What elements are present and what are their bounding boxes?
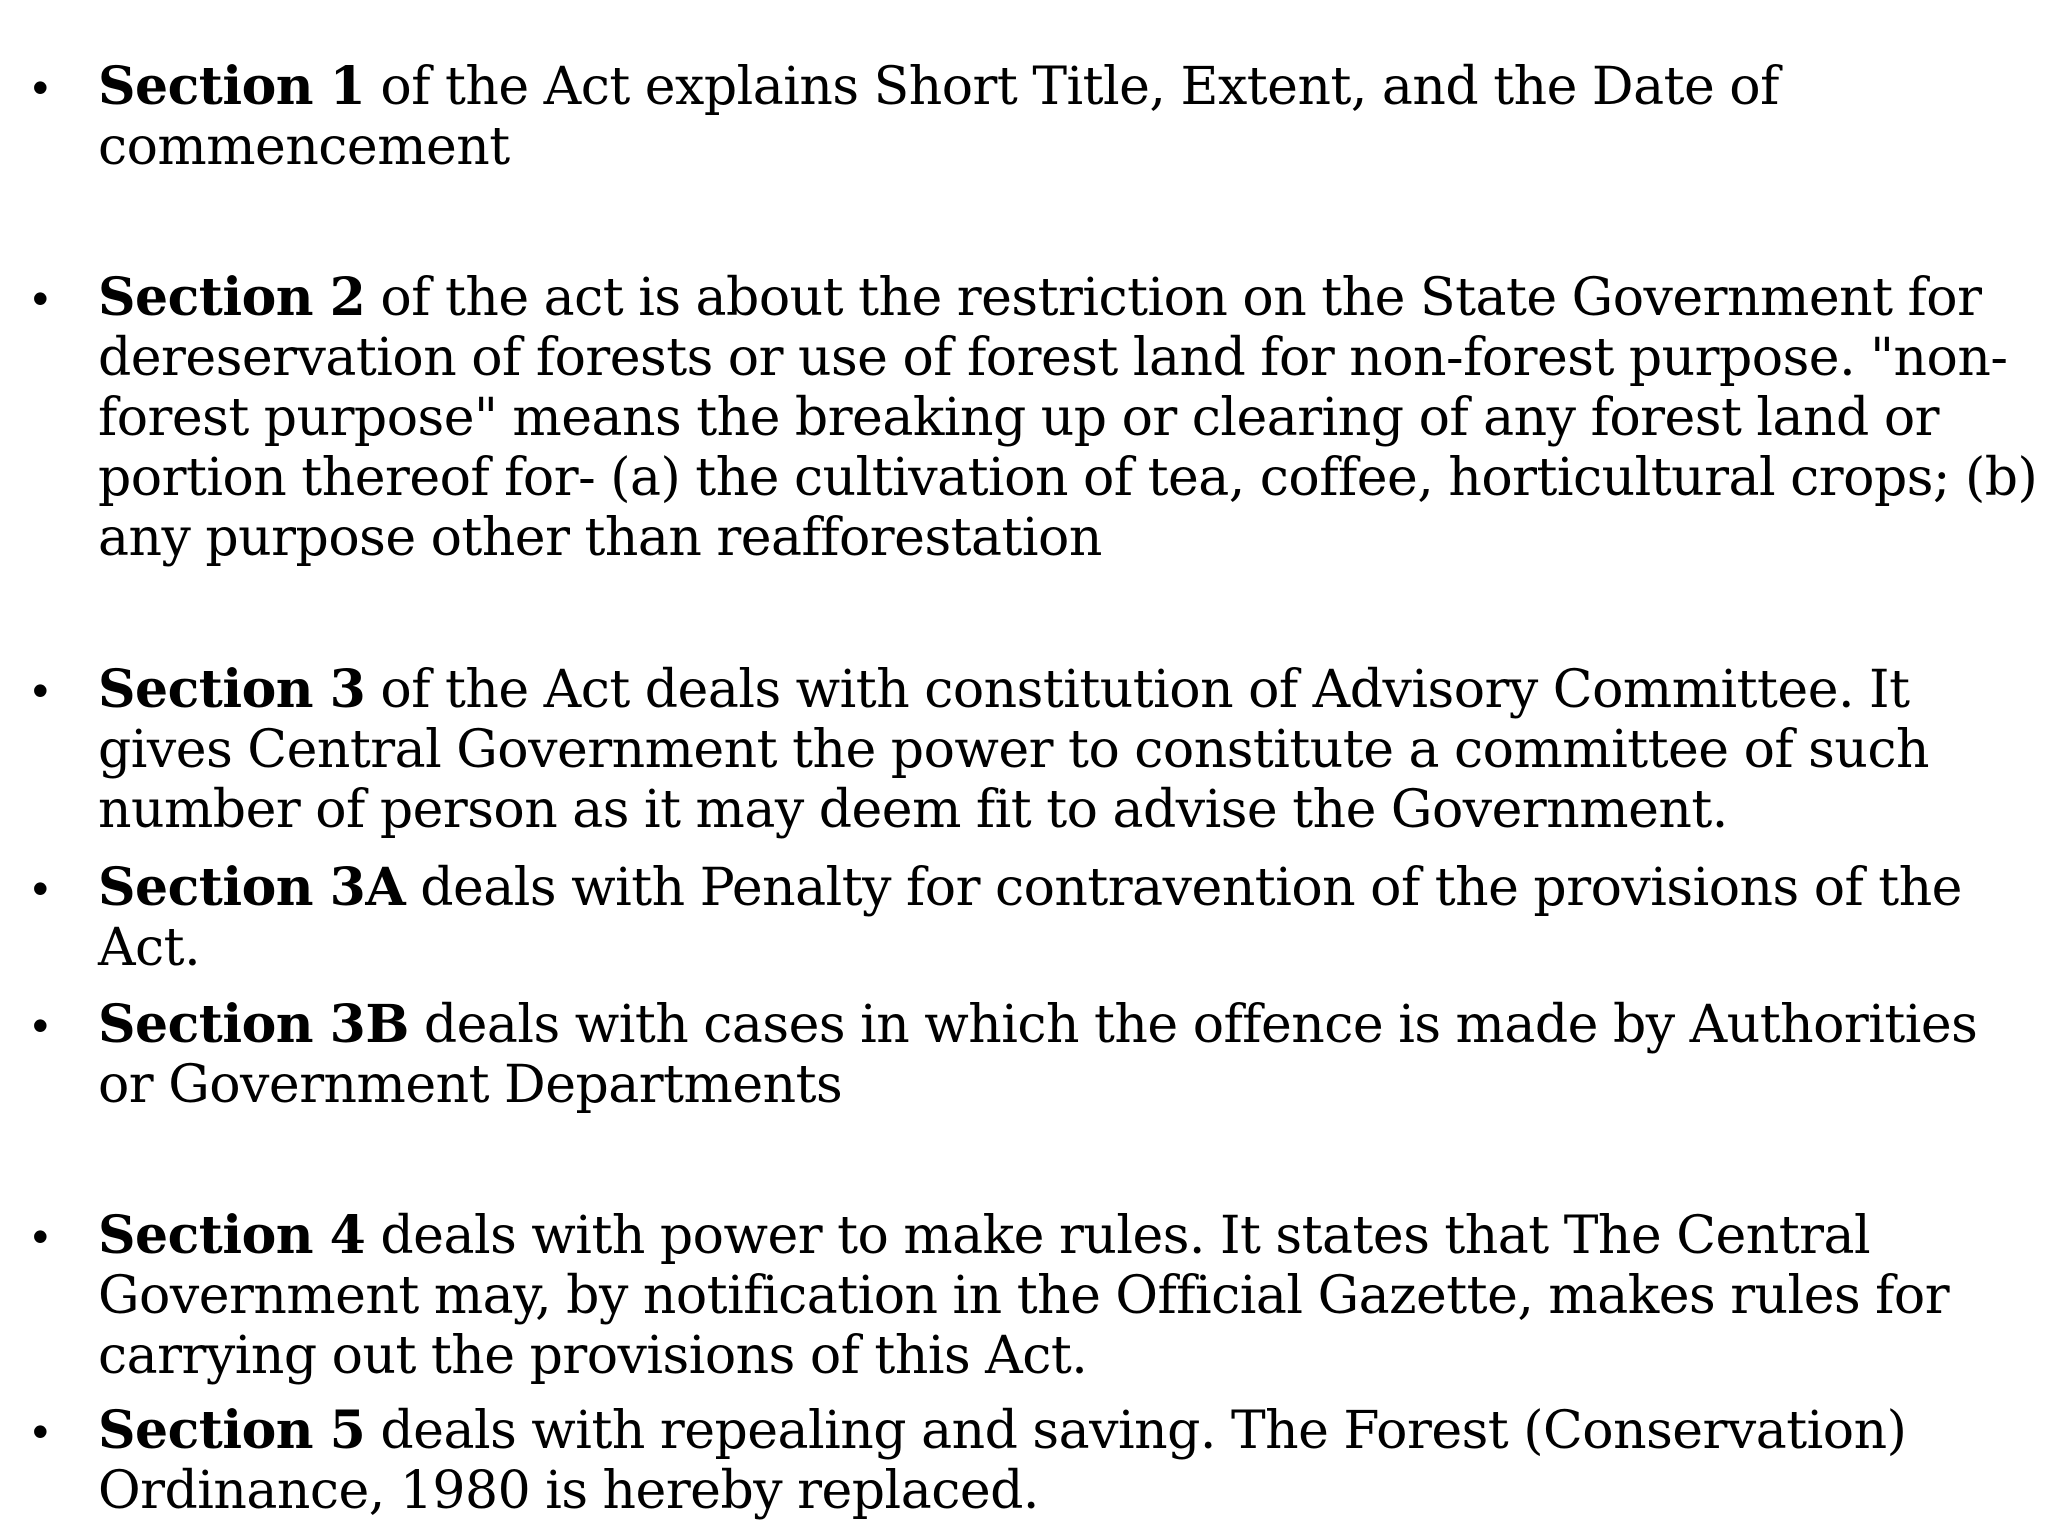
section-description: deals with Penalty for contravention of the provisions of the Act. bbox=[98, 858, 1962, 978]
section-label: Section 3A bbox=[98, 857, 406, 918]
bullet-text bbox=[98, 660, 2043, 840]
bullet-text bbox=[98, 1206, 2043, 1386]
bullet-icon: • bbox=[32, 1210, 48, 1262]
section-description: deals with cases in which the offence is made by Authorities or Government Departments bbox=[98, 995, 1978, 1115]
section-description: of the Act deals with constitution of Advisory Committee. It gives Central Government the power to constitute a committee of such number of person as it may deem fit to advise the Government. bbox=[98, 660, 1929, 840]
section-label: Section 1 bbox=[98, 56, 366, 117]
section-description: deals with repealing and saving. The Forest (Conservation) Ordinance, 1980 is hereby replaced. bbox=[98, 1401, 1907, 1521]
section-description: deals with power to make rules. It states that The Central Government may, by notification in the Official Gazette, makes rules for carrying out the provisions of this Act. bbox=[98, 1206, 1950, 1386]
bullet-item-section-3a bbox=[32, 857, 2043, 978]
bullet-text bbox=[98, 1401, 2043, 1521]
bullet-item-section-5 bbox=[32, 1400, 2043, 1521]
bullet-item-section-3 bbox=[32, 659, 2043, 840]
bullet-item-section-3b bbox=[32, 994, 2043, 1115]
bullet-text bbox=[98, 858, 2043, 978]
section-description: of the act is about the restriction on the State Government for dereservation of forests or use of forest land for non-forest purpose. "non-forest purpose" means the breaking up or clearing of any forest land or portion thereof for- (a) the cultivation of tea, coffee, horticultural crops; (b) any purpose other than reafforestation bbox=[98, 268, 2038, 568]
section-label: Section 5 bbox=[98, 1400, 366, 1461]
bullet-item-section-2 bbox=[32, 267, 2043, 568]
bullet-icon: • bbox=[32, 664, 48, 716]
bullet-icon: • bbox=[32, 999, 48, 1051]
bullet-text bbox=[98, 57, 2043, 177]
bullet-item-section-1 bbox=[32, 56, 2043, 177]
section-label: Section 2 bbox=[98, 267, 366, 328]
bullet-item-section-4 bbox=[32, 1205, 2043, 1386]
section-label: Section 3 bbox=[98, 659, 366, 720]
section-label: Section 4 bbox=[98, 1205, 366, 1266]
bullet-icon: • bbox=[32, 1405, 48, 1457]
section-description: of the Act explains Short Title, Extent, and the Date of commencement bbox=[98, 57, 1779, 177]
bullet-icon: • bbox=[32, 272, 48, 324]
bullet-text bbox=[98, 268, 2043, 568]
section-label: Section 3B bbox=[98, 994, 409, 1055]
bullet-text bbox=[98, 995, 2043, 1115]
bullet-icon: • bbox=[32, 862, 48, 914]
bullet-icon: • bbox=[32, 61, 48, 113]
